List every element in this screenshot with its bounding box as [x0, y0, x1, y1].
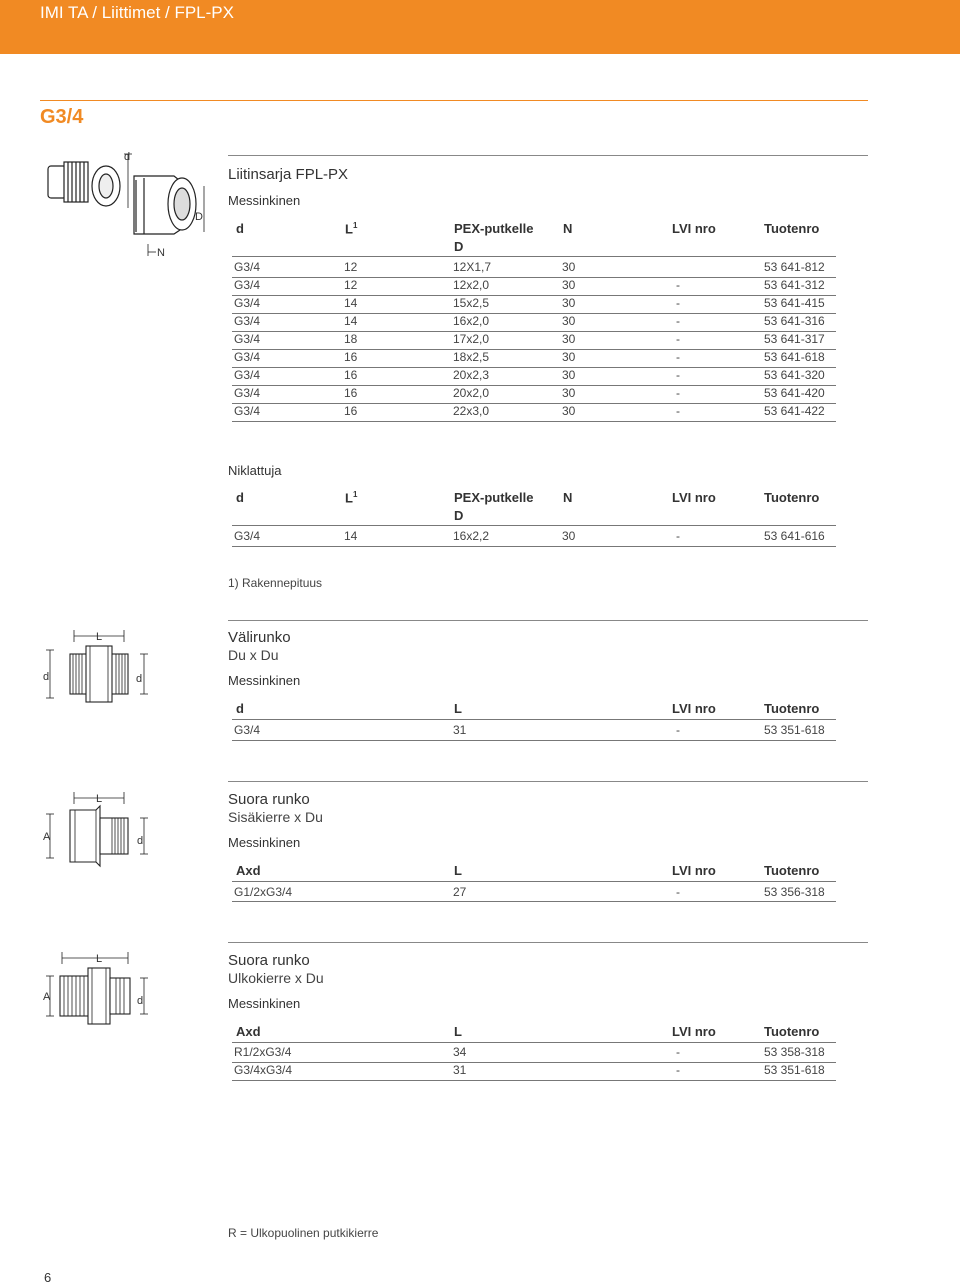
block5-title: Suora runko: [228, 952, 310, 969]
block1-header-rule: [232, 256, 836, 257]
col-pex: PEX-putkelle: [454, 221, 534, 236]
col-tuote: Tuotenro: [764, 701, 820, 716]
col-d: d: [236, 221, 244, 236]
block1-top-rule: [228, 155, 868, 156]
table-row: R1/2xG3/4 34 - 53 358-318: [234, 1045, 825, 1059]
block5-subtitle: Ulkokierre x Du: [228, 970, 324, 986]
col-axd: Axd: [236, 1024, 261, 1039]
table-row: G3/4 14 16x2,0 30 - 53 641-316: [234, 314, 825, 328]
col-tuote: Tuotenro: [764, 221, 820, 236]
block4-title: Suora runko: [228, 791, 310, 808]
col-d: d: [236, 490, 244, 505]
col-lvi: LVI nro: [672, 490, 716, 505]
label-N: N: [157, 247, 165, 258]
col-l: L: [454, 1024, 462, 1039]
label-d: d: [124, 151, 131, 163]
col-tuote: Tuotenro: [764, 863, 820, 878]
col-axd: Axd: [236, 863, 261, 878]
col-n: N: [563, 221, 573, 236]
table-row: G3/4 16 18x2,5 30 - 53 641-618: [234, 350, 825, 364]
table-row: G3/4 14 15x2,5 30 - 53 641-415: [234, 296, 825, 310]
table-row: G3/4 12 12x2,0 30 - 53 641-312: [234, 278, 825, 292]
table-row: G1/2xG3/4 27 - 53 356-318: [234, 885, 825, 899]
col-pex: PEX-putkelle: [454, 490, 534, 505]
section-divider: [40, 100, 868, 101]
label-D: D: [195, 211, 203, 223]
col-pex-d: D: [454, 508, 464, 523]
table-row: G3/4 12 12X1,7 30 53 641-812: [234, 260, 825, 274]
page-number: 6: [44, 1270, 52, 1285]
label-L: L: [96, 953, 103, 965]
table-row: G3/4 14 16x2,2 30 - 53 641-616: [234, 529, 825, 543]
block3-material: Messinkinen: [228, 673, 301, 688]
block1-subtitle: Messinkinen: [228, 193, 301, 208]
header-title: IMI TA / Liittimet / FPL-PX: [40, 3, 234, 22]
suora-runko-sisakierre-illustration: [40, 788, 152, 868]
col-lvi: LVI nro: [672, 701, 716, 716]
col-d: d: [236, 701, 244, 716]
table-row: G3/4 18 17x2,0 30 - 53 641-317: [234, 332, 825, 346]
label-L: L: [96, 793, 103, 805]
valirunko-illustration: [40, 626, 152, 706]
block3-top-rule: [228, 620, 868, 621]
block3-subtitle: Du x Du: [228, 647, 279, 663]
col-l: $L^1$: [345, 490, 358, 506]
section-title: G3/4: [40, 106, 84, 128]
block4-subtitle: Sisäkierre x Du: [228, 809, 323, 825]
col-l: L: [454, 863, 462, 878]
col-n: N: [563, 490, 573, 505]
col-lvi: LVI nro: [672, 221, 716, 236]
col-lvi: LVI nro: [672, 863, 716, 878]
label-d-right: d: [136, 673, 143, 685]
col-tuote: Tuotenro: [764, 1024, 820, 1039]
block4-top-rule: [228, 781, 868, 782]
col-tuote: Tuotenro: [764, 490, 820, 505]
block3-title: Välirunko: [228, 629, 291, 646]
footnote: R = Ulkopuolinen putkikierre: [228, 1226, 379, 1240]
block2-note: 1) Rakennepituus: [228, 576, 323, 590]
table-row: G3/4 16 22x3,0 30 - 53 641-422: [234, 404, 825, 418]
block2-subtitle: Niklattuja: [228, 463, 282, 478]
block5-top-rule: [228, 942, 868, 943]
fpl-px-fitting-illustration: [44, 148, 224, 258]
suora-runko-ulkokierre-illustration: [40, 948, 152, 1028]
label-d: d: [137, 835, 144, 847]
label-A: A: [43, 831, 51, 843]
table-row: G3/4xG3/4 31 - 53 351-618: [234, 1063, 825, 1077]
block4-material: Messinkinen: [228, 835, 301, 850]
label-L: L: [96, 631, 103, 643]
col-pex-d: D: [454, 239, 464, 254]
table-row: G3/4 16 20x2,0 30 - 53 641-420: [234, 386, 825, 400]
col-lvi: LVI nro: [672, 1024, 716, 1039]
label-A: A: [43, 991, 51, 1003]
block2-header-rule: [232, 525, 836, 526]
col-l: L: [454, 701, 462, 716]
label-d: d: [137, 995, 144, 1007]
table-row: G3/4 31 - 53 351-618: [234, 723, 825, 737]
label-d-left: d: [43, 671, 50, 683]
col-l: $L^1$: [345, 221, 358, 237]
block1-title: Liitinsarja FPL-PX: [228, 166, 349, 183]
table-row: G3/4 16 20x2,3 30 - 53 641-320: [234, 368, 825, 382]
header-bar: [0, 0, 960, 54]
block5-material: Messinkinen: [228, 996, 301, 1011]
